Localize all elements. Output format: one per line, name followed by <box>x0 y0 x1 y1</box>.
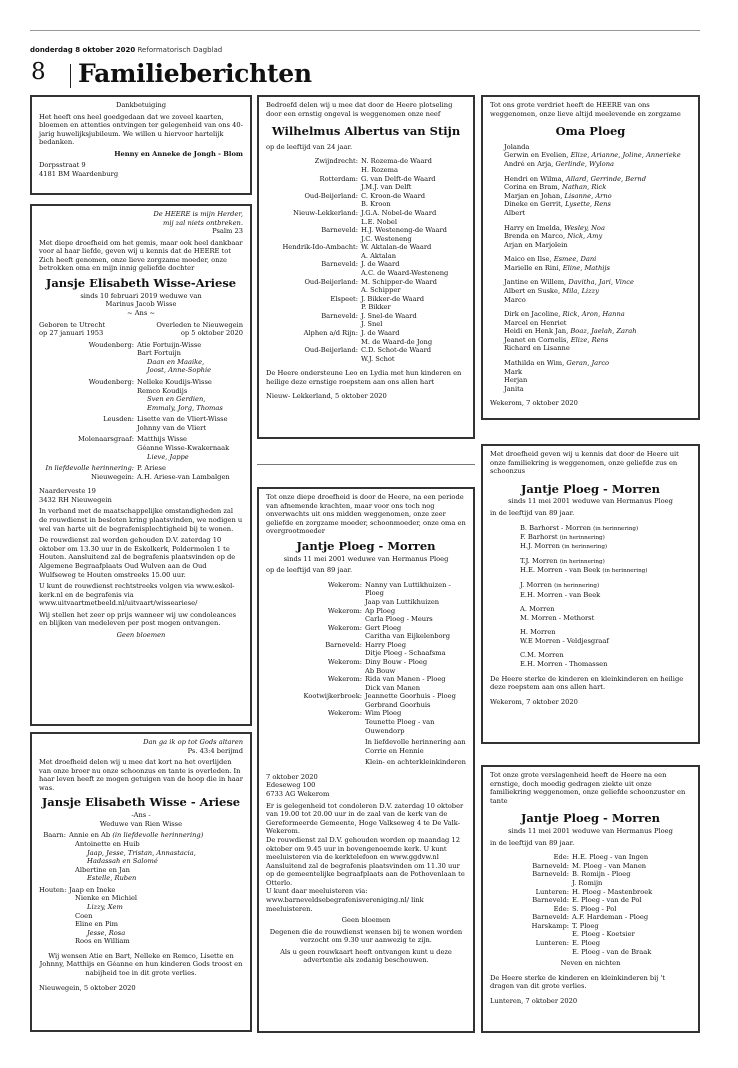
ad5-couple: Marielle en Rini, <box>504 263 561 272</box>
ad8-place: Barneveld: <box>532 913 569 922</box>
ad6-place: Wekerom: <box>327 623 362 632</box>
ad4-closing: De Heere ondersteune Leo en Lydia met hun kinderen en heilige deze ernstige roepstem aan ons allen hart <box>266 369 462 386</box>
ad2-paragraph: De rouwdienst zal worden gehouden D.V. zaterdag 10 oktober om 13.30 uur in de Eskolkerk, Poldermolen 1 te Houten. Aansluitend zal de begrafenis plaatsvinden op de Algemene Begraafplaats Oud Wulven aan de Oud Wulfseweg te Houten omstreeks 15.00 uur. <box>39 536 236 579</box>
ad5-couple: Jeanet en Cornelis, <box>504 335 569 344</box>
ad4-fam-name: H. Rozema <box>361 166 398 175</box>
ad5-kids: Esmee, Dani <box>553 255 597 264</box>
ad4-fam-name: M. de Waard-de Jong <box>361 337 433 346</box>
ad3-verse: Dan ga ik op tot Gods altaren <box>143 738 243 746</box>
ad2-fam-kids: Lieve, Jappe <box>147 452 189 461</box>
ad5-couple: Hendri en Wilma, <box>504 174 564 183</box>
ad6-fam-name: Carla Ploeg - Meurs <box>365 615 433 624</box>
ad3-houten-line: Nienke en Michiel <box>75 894 138 903</box>
ad5-kids: Elize, Arianne, Joline, Annerieke <box>570 151 681 160</box>
ad6-age: op de leeftijd van 89 jaar. <box>266 566 353 575</box>
ad2-paragraph: U kunt de rouwdienst rechtstreeks volgen via www.eskol-kerk.nl en de begrafenis via www.uitvaartmetbeeld.nl/uitvaart/wisseariese/ <box>39 582 235 608</box>
header-date: donderdag 8 oktober 2020 <box>30 46 136 54</box>
ad5-couple: André en Arja, <box>504 160 554 169</box>
ad8-family-table <box>490 853 691 956</box>
ad4-place: Barneveld: <box>321 226 358 235</box>
ad-van-stijn <box>257 95 475 439</box>
ad3-baarn-line: Albertine en Jan <box>75 865 130 874</box>
ad4-fam-name: L.E. Nobel <box>361 217 397 226</box>
ad5-couple: Richard en Lisanne <box>504 344 570 353</box>
ad2-fam-name: Matthijs Wisse <box>137 435 188 444</box>
ad8-place: Barneveld: <box>532 861 569 870</box>
ad7-note: (in herinnering) <box>593 525 639 532</box>
ad4-fam-name: J. Bikker-de Waard <box>361 294 425 303</box>
ad4-fam-name: W. Aktalan-de Waard <box>361 243 432 252</box>
ad3-baarn-line: Annie en Ab <box>69 831 111 840</box>
column-separator <box>257 464 475 465</box>
ad8-fam-name: J. Romijn <box>572 878 603 887</box>
ad2-fam-name: Atie Fortuijn-Wisse <box>137 340 202 349</box>
ad5-couple: Corina en Bram, <box>504 183 560 192</box>
ad7-intro: Met droefheid geven wij u kennis dat door de Heere uit onze familiekring is weggenomen, onze geliefde zus en schoonzus <box>490 450 679 476</box>
ad8-fam-name: S. Ploeg - Pol <box>572 904 617 913</box>
ad8-place: Harskamp: <box>531 921 569 930</box>
ad6-place: Kootwijkerbroek: <box>303 692 362 701</box>
ad2-memory-value: P. Ariese <box>137 464 166 473</box>
ad5-couple: Arjan en Marjolein <box>504 240 568 249</box>
ad2-family-table <box>39 341 243 482</box>
ad6-fam-name: Ap Ploeg <box>365 606 396 615</box>
ad5-kids: Geran, Jarco <box>566 359 610 368</box>
ad5-couple: Albert en Suske, <box>504 286 561 295</box>
ad8-place: Barneveld: <box>532 896 569 905</box>
ad3-baarn-label: Baarn: <box>43 831 66 840</box>
ad5-couple: Marcel en Henriet <box>504 318 567 327</box>
ad8-fam-name: E. Ploeg - van de Pol <box>572 896 642 905</box>
ad-wisse-ariese-family <box>30 204 252 726</box>
ad2-fam-kids: Joost, Anne-Sophie <box>147 366 212 375</box>
ad7-deceased-name: Jantje Ploeg - Morren <box>520 481 661 496</box>
ad5-title-name: Oma Ploeg <box>555 124 626 139</box>
ad2-paragraph: Wij stellen het zeer op prijs wanneer wij uw condoleances en blijken van medeleven per post mogen ontvangen. <box>39 610 237 628</box>
ad4-fam-name: A.C. de Waard-Westeneng <box>361 268 449 277</box>
ad7-closing: De Heere sterke de kinderen en kleinkinderen en heilige deze roepstem aan ons allen hart. <box>490 674 684 692</box>
ad5-kids: Gerlinde, Wylona <box>555 160 614 169</box>
ad6-address: 7 oktober 2020 <box>266 772 318 781</box>
ad6-memory: Corrie en Hennie <box>365 746 424 755</box>
ad6-fam-name: Wim Ploeg <box>365 709 402 718</box>
ad4-fam-name: W.J. Schot <box>361 354 395 363</box>
ad2-fam-kids: Sven en Gerdien, <box>147 395 206 404</box>
ad4-fam-name: J.G.A. Nobel-de Waard <box>361 208 437 217</box>
ad4-fam-name: J. de Waard <box>361 260 400 269</box>
ad6-grandkids: Klein- en achterkleinkinderen <box>365 758 466 767</box>
ad5-couple: Heidi en Henk Jan, <box>504 327 569 336</box>
ad7-name: H. Morren <box>520 628 556 637</box>
ad6-fam-name: Jeannette Goorhuis - Ploeg <box>365 692 456 701</box>
ad8-place: Barneveld: <box>532 870 569 879</box>
ad4-fam-name: A. Aktalan <box>361 251 397 260</box>
ad5-couple: Albert <box>504 208 526 217</box>
ad2-intro: Met diepe droefheid om het gemis, maar ook heel dankbaar voor al haar liefde, geven wij u kennis dat de HEERE tot Zich heeft genomen, onze lieve zorgzame moeder, onze betrokken oma en mijn innig geliefde dochter <box>39 238 243 273</box>
ad6-since: sinds 11 mei 2001 weduwe van Hermanus Ploeg <box>283 554 449 563</box>
ad-dankbetuiging <box>30 95 252 195</box>
ad6-flowers: Geen bloemen <box>341 916 391 925</box>
ad5-kids: Mila, Lizzy <box>562 286 599 295</box>
ad6-fam-name: Dick van Manen <box>365 683 421 692</box>
ad8-fam-name: E. Ploeg - van de Braak <box>572 947 652 956</box>
ad6-place: Wekerom: <box>327 657 362 666</box>
ad2-nick: ~ Ans ~ <box>126 308 156 317</box>
ad5-couple: Herjan <box>504 376 528 385</box>
ad2-verse-ref: Psalm 23 <box>212 227 243 236</box>
ad4-place: Oud-Beijerland: <box>304 277 358 286</box>
ad4-fam-name: N. Rozema-de Waard <box>361 157 432 166</box>
ad8-fam-name: T. Ploeg <box>572 921 599 930</box>
ad7-name: E.H. Morren - Thomassen <box>520 660 608 669</box>
ad6-fam-name: Ab Bouw <box>365 666 396 675</box>
ad5-kids: Lysette, Rens <box>565 200 611 209</box>
ad5-family-list <box>490 143 691 393</box>
ad2-paragraph: In verband met de maatschappelijke omstandigheden zal de rouwdienst in besloten kring plaatsvinden, we nodigen u wel van harte uit de begrafenisplechtigheid bij te wonen. <box>39 507 243 533</box>
ad7-family-list <box>490 524 691 669</box>
ad3-verse-ref: Ps. 43:4 berijmd <box>187 746 243 755</box>
ad8-place: Ede: <box>553 904 569 913</box>
ad3-intro: Met droefheid delen wij u mee dat kort na het overlijden van onze broer nu onze schoonzus en tante is overleden. In haar leven heeft ze mogen getuigen van de hoop die in haar was. <box>39 758 243 792</box>
ad2-verse-1: De HEERE is mijn Herder, <box>153 210 243 218</box>
ad2-born-label: Geboren te Utrecht <box>39 320 106 329</box>
ad8-deceased-name: Jantje Ploeg - Morren <box>520 811 661 826</box>
ad4-fam-name: J.C. Westeneng <box>361 234 412 243</box>
ad1-signature: Henny en Anneke de Jongh - Blom <box>114 149 243 158</box>
ad8-place: Lunteren: <box>535 938 569 947</box>
page-title: Familieberichten <box>78 59 312 88</box>
ad8-fam-name: M. Ploeg - van Manen <box>572 861 647 870</box>
ad3-baarn-note: (in liefdevolle herinnering) <box>112 831 204 840</box>
ad8-closing: De Heere sterke de kinderen en kleinkinderen bij 't dragen van dit grote verlies. <box>490 973 666 991</box>
ad5-kids: Lisanne, Arno <box>564 191 612 200</box>
ad5-couple: Marjan en Johan, <box>504 191 563 200</box>
ad3-family-table <box>39 831 243 946</box>
ad6-address: Edeseweg 100 <box>266 781 316 790</box>
ad4-place: Barneveld: <box>321 260 358 269</box>
ad8-nephews: Neven en nichten <box>560 959 621 968</box>
ad5-couple: Mark <box>504 367 523 376</box>
ad6-place: Wekerom: <box>327 709 362 718</box>
ad7-name: H.E. Morren - van Beek <box>520 566 601 575</box>
ad7-name: W.E Morren - Veldjesgraaf <box>520 636 609 645</box>
ad2-died-date: op 5 oktober 2020 <box>180 329 243 338</box>
ad6-address: 6733 AG Wekerom <box>266 790 330 799</box>
ad-ploeg-morren-inlaws <box>481 765 700 1033</box>
ad5-kids: Elize, Rens <box>570 335 609 344</box>
ad4-fam-name: A. Schipper <box>361 286 401 295</box>
ad8-fam-name: E. Ploeg <box>572 938 601 947</box>
ad4-place: Hendrik-Ido-Ambacht: <box>282 243 358 252</box>
ad4-place: Oud-Beijerland: <box>304 191 358 200</box>
ad-ploeg-morren-children <box>257 487 475 1033</box>
ad1-address-1: Dorpsstraat 9 <box>39 161 86 170</box>
ad3-houten-label: Houten: <box>39 885 67 894</box>
ad5-kids: Nathan, Rick <box>562 183 607 192</box>
ad2-memory-label: In liefdevolle herinnering: <box>45 464 134 473</box>
ad7-age: in de leeftijd van 89 jaar. <box>490 509 575 518</box>
ad3-baarn-kids: Estelle, Ruben <box>87 874 137 883</box>
ad2-fam-kids: Daan en Maaike, <box>147 357 205 366</box>
ad8-fam-name: H.E. Ploeg - van Ingen <box>572 853 649 862</box>
ad2-since: sinds 10 februari 2019 weduwe van <box>80 291 202 300</box>
ad8-footer: Lunteren, 7 oktober 2020 <box>490 996 578 1005</box>
ad6-deceased-name: Jantje Ploeg - Morren <box>296 538 436 553</box>
ad4-footer: Nieuw- Lekkerland, 5 oktober 2020 <box>266 392 387 401</box>
ad6-fam-name: Nanny van Luttikhuizen - Ploeg <box>365 580 451 598</box>
ad5-couple: Harry en Imelda, <box>504 223 562 232</box>
ad6-paragraph: Degenen die de rouwdienst wensen bij te wonen worden verzocht om 9.30 uur aanwezig te zijn. <box>269 927 463 945</box>
ad3-baarn-kids: Hadassah en Salomé <box>87 857 158 866</box>
ad7-note: (in herinnering) <box>559 559 605 566</box>
ad6-fam-name: Gerbrand Goorhuis <box>365 700 431 709</box>
page-header <box>30 46 222 55</box>
title-divider <box>70 64 71 88</box>
ad2-fam-name: Johnny van de Vliert <box>137 423 207 432</box>
ad6-paragraph: De rouwdienst zal D.V. gehouden worden op maandag 12 oktober om 9.45 uur in bovengenoemde kerk. U kunt meeluisteren via de kerktelefoon en www.ggdvw.nl <box>266 835 460 862</box>
ad6-memory: In liefdevolle herinnering aan <box>365 738 466 747</box>
ad7-note: (in herinnering) <box>559 534 605 541</box>
ad7-name: J. Morren <box>520 581 552 590</box>
ad6-fam-name: Diny Bouw - Ploeg <box>365 657 428 666</box>
ad5-couple: Janita <box>504 384 524 393</box>
ad5-kids: Allard, Gerrinde, Bernd <box>565 174 646 183</box>
ad4-deceased-name: Wilhelmus Albertus van Stijn <box>271 124 461 139</box>
ad8-fam-name: H. Ploeg - Mastenbroek <box>572 887 653 896</box>
page-number: 8 <box>31 59 46 85</box>
ad6-family-table <box>266 581 466 767</box>
ad4-place: Barneveld: <box>321 311 358 320</box>
ad3-houten-line: Coen <box>75 911 93 920</box>
ad3-footer: Nieuwegein, 5 oktober 2020 <box>39 983 136 992</box>
ad4-place: Elspeet: <box>330 294 358 303</box>
ad8-fam-name: A.F. Hardeman - Ploeg <box>572 913 649 922</box>
ad6-paragraph: U kunt daar meeluisteren via: www.barneveldsebegrafenisvereniging.nl/ link meeluisteren. <box>266 887 424 913</box>
ad2-verse-2: mij zal niets ontbreken. <box>162 218 243 227</box>
ad2-fam-name: Géanne Wisse-Kwakernaak <box>137 444 230 453</box>
ad1-body: Het heeft ons heel goedgedaan dat we zoveel kaarten, bloemen en attenties ontvingen ter gelegenheid van ons 40-jarig huwelijksjubileum. We willen u hiervoor hartelijk bedanken. <box>39 112 243 147</box>
ad8-fam-name: E. Ploeg - Koetsier <box>572 930 635 939</box>
ad-wisse-ariese-inlaws <box>30 732 252 1032</box>
ad8-fam-name: B. Romijn - Ploeg <box>572 870 631 879</box>
ad5-couple: Jolanda <box>504 142 530 151</box>
ad5-intro: Tot ons grote verdriet heeft de HEERE van ons weggenomen, onze lieve altijd meelevende en zorgzame <box>490 101 681 118</box>
ad7-note: (in herinnering) <box>554 583 600 590</box>
ad7-name: A. Morren <box>520 605 555 614</box>
ad2-dates <box>39 321 243 338</box>
ad5-kids: Davitha, Jari, Vince <box>568 278 634 287</box>
ad4-fam-name: J. Snel-de Waard <box>361 311 417 320</box>
ad2-fam-name: Bart Fortuijn <box>137 349 181 358</box>
ad7-note: (in herinnering) <box>562 543 608 550</box>
ad5-couple: Brenda en Marco, <box>504 232 566 241</box>
ad4-place: Rotterdam: <box>319 174 358 183</box>
ad8-since: sinds 11 mei 2001 weduwe van Hermanus Ploeg <box>508 827 673 836</box>
ad3-deceased-name: Jansje Elisabeth Wisse - Ariese <box>41 795 241 810</box>
ad6-fam-name: Rida van Manen - Ploeg <box>365 675 446 684</box>
ad5-couple: Mathilda en Wim, <box>504 359 565 368</box>
ad6-place: Wekerom: <box>327 580 362 589</box>
ad2-fam-kids: Emmaly, Jorg, Thomas <box>147 403 223 412</box>
ad8-place: Ede: <box>553 853 569 862</box>
ad5-kids: Rick, Aron, Hanna <box>562 310 625 319</box>
ad6-fam-name: Ditje Ploeg - Schaafsma <box>365 649 446 658</box>
ad4-fam-name: J.M.J. van Delft <box>361 183 412 192</box>
ad2-fam-place: Woudenberg: <box>88 340 134 349</box>
ad5-footer: Wekerom, 7 oktober 2020 <box>490 399 578 408</box>
ad2-fam-name: Remco Koudijs <box>137 386 188 395</box>
ad6-place: Wekerom: <box>327 606 362 615</box>
ad4-intro: Bedroefd delen wij u mee dat door de Heere plotseling door een ernstig ongeval is weggenomen onze neef <box>266 101 453 118</box>
ad1-heading: Dankbetuiging <box>115 101 167 109</box>
ad2-address-2: 3432 RH Nieuwegein <box>39 495 112 504</box>
ad6-paragraph: Er is gelegenheid tot condoleren D.V. zaterdag 10 oktober van 19.00 tot 20.00 uur in de zaal van de kerk van de Gereformeerde Gemeente, Hoge Valkseweg 4 te De Valk-Wekerom. <box>266 801 464 836</box>
ad5-kids: Wesley, Noa <box>564 223 605 232</box>
ad6-paragraph: Aansluitend zal de begrafenis plaatsvinden om 11.30 uur op de gemeentelijke begraafplaats aan de Pothovenlaan te Otterlo. <box>266 861 465 887</box>
ad2-deceased-name: Jansje Elisabeth Wisse-Ariese <box>45 276 237 291</box>
ad5-couple: Maico en Ilse, <box>504 255 552 264</box>
ad3-baarn-line: Antoinette en Huib <box>75 839 140 848</box>
ad5-couple: Jantine en Willem, <box>504 278 567 287</box>
ad2-address-1: Naarderveste 19 <box>39 487 96 496</box>
ad7-note: (in herinnering) <box>602 568 648 575</box>
header-paper: Reformatorisch Dagblad <box>137 46 223 54</box>
ad2-spouse: Marinus Jacob Wisse <box>105 300 177 309</box>
ad-oma-ploeg <box>481 95 700 420</box>
ad3-houten-kids: Lizzy, Xem <box>87 902 123 911</box>
ad6-fam-name: Teunette Ploeg - van Ouwendorp <box>365 718 435 735</box>
ad7-name: B. Barhorst - Morren <box>520 523 591 532</box>
ad4-fam-name: J. de Waard <box>361 329 400 338</box>
ad4-fam-name: C. Kroon-de Waard <box>361 191 426 200</box>
ad4-family-table <box>266 157 466 363</box>
ad8-age: in de leeftijd van 89 jaar. <box>490 838 575 847</box>
ad4-fam-name: P. Bikker <box>361 303 391 312</box>
ad3-houten-line: Jaap en Ineke <box>69 885 116 894</box>
ad2-died-label: Overleden te Nieuwegein <box>156 320 243 329</box>
ad-ploeg-morren-siblings <box>481 444 700 744</box>
ad6-fam-name: Harry Ploeg <box>365 640 407 649</box>
ad8-intro: Tot onze grote verslagenheid heeft de Heere na een ernstige, doch moedig gedragen ziekte uit onze familiekring weggenomen, onze geliefde schoonzuster en tante <box>490 771 686 805</box>
top-rule <box>30 30 700 31</box>
ad6-fam-name: Gert Ploeg <box>365 623 402 632</box>
ad3-houten-line: Roos en William <box>75 937 130 946</box>
ad2-fam-name: Lisette van de Vliert-Wisse <box>137 415 228 424</box>
ad3-nick: -Ans - <box>131 811 151 820</box>
ad7-name: F. Barhorst <box>520 532 558 541</box>
ad2-fam-name: Nelleke Koudijs-Wisse <box>137 377 212 386</box>
ad2-flowers: Geen bloemen <box>116 631 166 639</box>
ad6-intro: Tot onze diepe droefheid is door de Heere, na een periode van afnemende krachten, maar voor ons toch nog onverwachts uit ons midden weggenomen, onze zeer geliefde en zorgzame moeder, schoonmoeder, onze oma en overgrootmoeder <box>266 493 466 536</box>
ad7-name: M. Morren - Methorst <box>520 613 595 622</box>
ad4-place: Oud-Beijerland: <box>304 346 358 355</box>
ad3-closing: Wij wensen Atie en Bart, Nelleke en Remco, Lisette en Johnny, Matthijs en Géanne en hun kinderen Gods troost en nabijheid toe in dit grote verlies. <box>39 951 243 978</box>
ad2-born-date: op 27 januari 1953 <box>39 329 104 338</box>
ad2-nieuwegein-value: A.H. Ariese-van Lambalgen <box>137 472 230 481</box>
ad4-fam-name: G. van Delft-de Waard <box>361 174 436 183</box>
ad5-kids: Eline, Mathijs <box>562 263 610 272</box>
ad7-name: H.J. Morren <box>520 541 560 550</box>
ad8-place: Lunteren: <box>535 887 569 896</box>
ad4-place: Nieuw-Lekkerland: <box>293 208 358 217</box>
ad3-houten-kids: Jesse, Rosa <box>87 928 126 937</box>
ad2-nieuwegein-label: Nieuwegein: <box>91 472 134 481</box>
ad6-place: Wekerom: <box>327 675 362 684</box>
ad7-name: C.M. Morren <box>520 651 564 660</box>
ad5-kids: Nick, Amy <box>567 232 603 241</box>
ad4-fam-name: J. Snel <box>361 320 383 329</box>
ad4-age: op de leeftijd van 24 jaar. <box>266 142 353 151</box>
ad7-footer: Wekerom, 7 oktober 2020 <box>490 697 578 706</box>
ad3-widow: Weduwe van Rien Wisse <box>99 819 183 828</box>
ad5-couple: Dineke en Gerrit, <box>504 200 563 209</box>
ad4-fam-name: B. Kroon <box>361 200 391 209</box>
ad5-couple: Dirk en Jacoline, <box>504 310 561 319</box>
ad7-name: E.H. Morren - van Beek <box>520 590 601 599</box>
ad7-name: T.J. Morren <box>520 557 558 566</box>
ad6-paragraph: Als u geen rouwkaart heeft ontvangen kunt u deze advertentie als zodanig beschouwen. <box>280 947 452 965</box>
ad4-fam-name: M. Schipper-de Waard <box>361 277 437 286</box>
ad2-fam-place: Woudenberg: <box>88 377 134 386</box>
ad2-fam-place: Leusden: <box>103 415 134 424</box>
ad5-couple: Marco <box>504 295 526 304</box>
ad6-place: Barneveld: <box>325 640 362 649</box>
ad4-fam-name: H.J. Westeneng-de Waard <box>361 226 447 235</box>
ad3-baarn-kids: Jaap, Jesse, Tristan, Annastacia, <box>87 848 196 857</box>
ad4-place: Alphen a/d Rijn: <box>303 329 358 338</box>
ad5-couple: Gerwin en Evelien, <box>504 151 569 160</box>
ad5-kids: Boaz, Jaelah, Zarah <box>570 327 637 336</box>
ad6-fam-name: Caritha van Eijkelenborg <box>365 632 451 641</box>
ad2-fam-place: Molenaarsgraaf: <box>77 435 134 444</box>
ad7-since: sinds 11 mei 2001 weduwe van Hermanus Ploeg <box>508 497 673 506</box>
ad6-fam-name: Jaap van Luttikhuizen <box>365 597 440 606</box>
ad4-place: Zwijndrecht: <box>314 157 358 166</box>
ad4-fam-name: C.D. Schot-de Waard <box>361 346 432 355</box>
ad1-address-2: 4181 BM Waardenburg <box>39 170 119 179</box>
ad3-houten-line: Eline en Pim <box>75 920 118 929</box>
